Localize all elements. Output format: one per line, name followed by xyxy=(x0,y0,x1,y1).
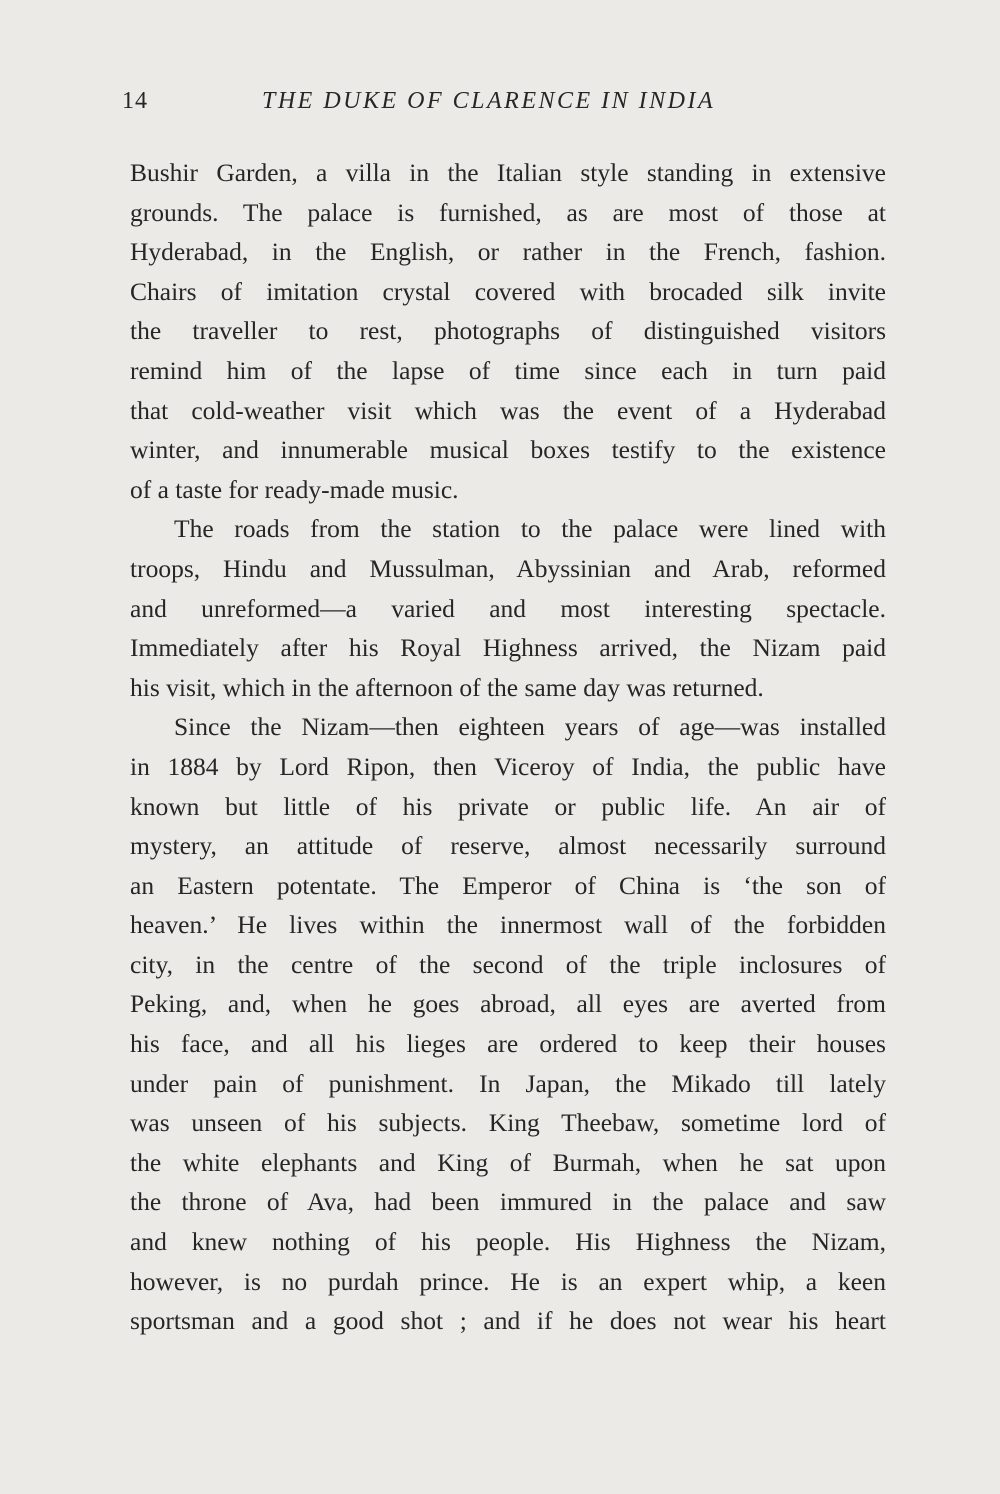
text-line: Immediately after his Royal Highness arrived, the Nizam paid xyxy=(130,633,886,663)
text-line: mystery, an attitude of reserve, almost necessarily surround xyxy=(130,831,886,861)
page-header xyxy=(122,88,886,128)
text-line: his visit, which in the afternoon of the same day was returned. xyxy=(130,672,764,702)
text-line: and knew nothing of his people. His Highness the Nizam, xyxy=(130,1227,886,1257)
text-line: and unreformed—a varied and most interesting spectacle. xyxy=(130,593,886,623)
body-text xyxy=(130,153,886,1341)
text-line: his face, and all his lieges are ordered to keep their houses xyxy=(130,1029,886,1059)
text-line: the traveller to rest, photographs of distinguished visitors xyxy=(130,316,886,346)
text-line: remind him of the lapse of time since each in turn paid xyxy=(130,355,886,385)
text-line: Peking, and, when he goes abroad, all eyes are averted from xyxy=(130,989,886,1019)
page-number: 14 xyxy=(122,88,148,114)
text-line: was unseen of his subjects. King Theebaw, sometime lord of xyxy=(130,1108,886,1138)
running-title: THE DUKE OF CLARENCE IN INDIA xyxy=(262,88,716,114)
text-line: heaven.’ He lives within the innermost wall of the forbidden xyxy=(130,910,886,940)
text-line: an Eastern potentate. The Emperor of China is ‘the son of xyxy=(130,870,886,900)
text-line: troops, Hindu and Mussulman, Abyssinian and Arab, reformed xyxy=(130,553,886,583)
text-line: known but little of his private or public life. An air of xyxy=(130,791,886,821)
text-line: the throne of Ava, had been immured in the palace and saw xyxy=(130,1187,886,1217)
text-line: Since the Nizam—then eighteen years of age—was installed xyxy=(174,712,886,742)
text-line: however, is no purdah prince. He is an expert whip, a keen xyxy=(130,1266,886,1296)
text-line: winter, and innumerable musical boxes testify to the existence xyxy=(130,435,886,465)
text-line: in 1884 by Lord Ripon, then Viceroy of India, the public have xyxy=(130,751,886,781)
text-line: that cold-weather visit which was the event of a Hyderabad xyxy=(130,395,886,425)
text-line: Chairs of imitation crystal covered with brocaded silk invite xyxy=(130,276,886,306)
text-line: grounds. The palace is furnished, as are most of those at xyxy=(130,197,886,227)
text-line: the white elephants and King of Burmah, when he sat upon xyxy=(130,1147,886,1177)
text-line: sportsman and a good shot ; and if he does not wear his heart xyxy=(130,1306,886,1336)
text-line: Bushir Garden, a villa in the Italian style standing in extensive xyxy=(130,158,886,187)
text-line: under pain of punishment. In Japan, the Mikado till lately xyxy=(130,1068,886,1098)
text-line: city, in the centre of the second of the triple inclosures of xyxy=(130,949,886,979)
text-line: The roads from the station to the palace were lined with xyxy=(174,514,886,544)
text-line: Hyderabad, in the English, or rather in the French, fashion. xyxy=(130,237,886,267)
text-line: of a taste for ready-made music. xyxy=(130,474,459,504)
